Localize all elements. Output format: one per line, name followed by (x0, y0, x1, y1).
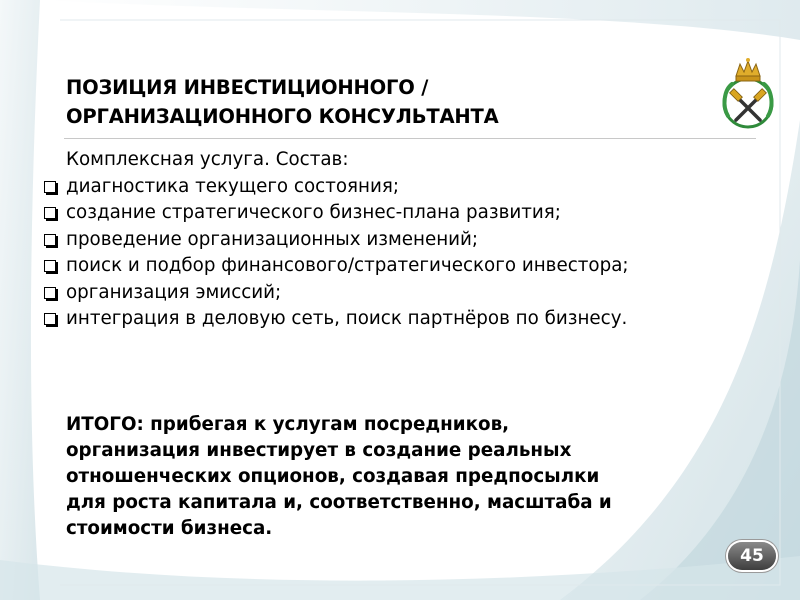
crossed-hammers-crown-emblem-icon (716, 56, 780, 132)
page-number-badge: 45 (728, 542, 776, 570)
list-item-text: поиск и подбор финансового/стратегического инвестора; (66, 255, 629, 276)
page-title (66, 73, 686, 131)
summary-line: ИТОГО: прибегая к услугам посредников, (66, 414, 510, 435)
service-list (42, 174, 742, 333)
square-bullet-icon (44, 207, 56, 219)
summary-line: стоимости бизнеса. (66, 518, 273, 539)
list-item-text: проведение организационных изменений; (66, 228, 479, 250)
square-bullet-icon (44, 234, 56, 246)
title-divider (64, 138, 756, 139)
list-item-text: создание стратегического бизнес-плана развития; (66, 202, 561, 223)
square-bullet-icon (44, 181, 56, 193)
list-item (42, 306, 742, 333)
summary-line: для роста капитала и, соответственно, масштаба и (66, 492, 612, 513)
intro-text: Комплексная услуга. Состав: (66, 149, 349, 170)
square-bullet-icon (44, 313, 56, 325)
summary-line: отношенческих опционов, создавая предпосылки (66, 466, 600, 487)
square-bullet-icon (44, 260, 56, 272)
summary-text (66, 412, 746, 542)
list-item (42, 253, 742, 280)
content-body (42, 147, 742, 333)
list-item (42, 174, 742, 201)
summary-line: организация инвестирует в создание реальных (66, 440, 572, 461)
list-item-text: организация эмиссий; (66, 281, 282, 303)
list-item (42, 227, 742, 254)
list-item (42, 280, 742, 307)
title-line: ПОЗИЦИЯ ИНВЕСТИЦИОННОГО / (66, 76, 429, 99)
square-bullet-icon (44, 287, 56, 299)
list-item-text: интеграция в деловую сеть, поиск партнёров по бизнесу. (66, 308, 628, 329)
title-line: ОРГАНИЗАЦИОННОГО КОНСУЛЬТАНТА (66, 105, 499, 128)
list-item (42, 200, 742, 227)
list-item-text: диагностика текущего состояния; (66, 175, 400, 197)
